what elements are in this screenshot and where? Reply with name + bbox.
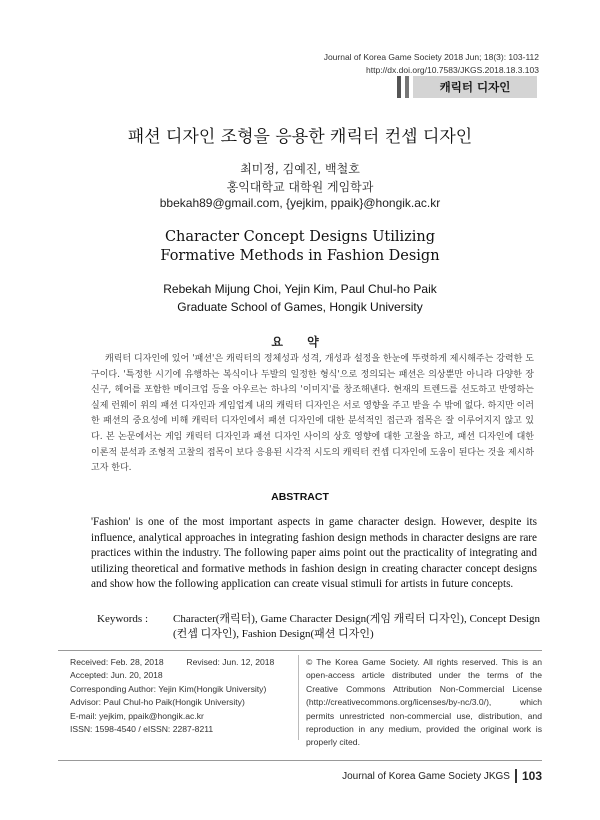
title-english-line-2: Formative Methods in Fashion Design — [160, 248, 440, 264]
tag-accent-bar — [405, 76, 409, 98]
author-emails: bbekah89@gmail.com, {yejkim, ppaik}@hongik.ac.kr — [159, 196, 441, 210]
received-revised-row — [70, 656, 295, 669]
revised-date: Revised: Jun. 12, 2018 — [186, 657, 275, 667]
footer-separator — [515, 769, 517, 783]
page-number: 103 — [521, 769, 542, 783]
article-metadata — [70, 656, 295, 736]
page-footer — [342, 769, 542, 783]
affiliation-korean: 홍익대학교 대학원 게임학과 — [226, 180, 374, 194]
section-tag-label: 캐릭터 디자인 — [413, 76, 537, 98]
journal-citation: Journal of Korea Game Society 2018 Jun; 18(3): 103-112 — [323, 52, 539, 62]
footer-journal-name: Journal of Korea Game Society JKGS — [342, 770, 510, 782]
keywords-label: Keywords : — [97, 613, 149, 625]
footer-divider — [58, 760, 542, 761]
abstract-text: 'Fashion' is one of the most important aspects in game character design. However, despite its influence, analytical approaches in integrating fashion design methods in character designs are rare practices within the industry. The following paper aims point out the practicality of integrating and utilizing theoretical and formative methods in fashion design in creating character concept designs and show how the following application can create visual stimuli for artists in future concepts. — [91, 516, 537, 591]
received-date: Received: Feb. 28, 2018 — [70, 657, 164, 667]
title-english-line-1: Character Concept Designs Utilizing — [164, 229, 436, 245]
keywords-text: Character(캐릭터), Game Character Design(게임 캐릭터 디자인), Concept Design (컨셉 디자인), Fashion Design(패션 디자인) — [173, 613, 541, 640]
doi-link[interactable]: http://dx.doi.org/10.7583/JKGS.2018.18.3.103 — [366, 65, 539, 75]
license-notice: © The Korea Game Society. All rights reserved. This is an open-access article distributed under the terms of the Creative Commons Attribution Non-Commercial License (http://creativecommons.org/licenses/by-nc/3.0/), which permits unrestricted non-commercial use, distribution, and reproduction in any medium, provided the original work is properly cited. — [306, 657, 542, 748]
contact-email: E-mail: yejkim, ppaik@hongik.ac.kr — [70, 710, 204, 721]
title-korean: 패션 디자인 조형을 응용한 캐릭터 컨셉 디자인 — [127, 127, 473, 147]
tag-accent-bar — [397, 76, 401, 98]
yoyak-heading: 요 약 — [271, 335, 329, 349]
corresponding-author: Corresponding Author: Yejin Kim(Hongik University) — [70, 683, 267, 694]
authors-english: Rebekah Mijung Choi, Yejin Kim, Paul Chul-ho Paik — [163, 282, 437, 296]
affiliation-english: Graduate School of Games, Hongik University — [177, 300, 423, 314]
advisor: Advisor: Paul Chul-ho Paik(Hongik University) — [70, 697, 245, 708]
yoyak-text: 캐릭터 디자인에 있어 '패션'은 캐릭터의 정체성과 성격, 개성과 설정을 한눈에 뚜렷하게 제시해주는 강력한 도구이다. '특정한 시기에 유행하는 복식이나 두발의 일정한 형식'으로 정의되는 패션은 의상뿐만 아니라 다양한 장신구, 헤어를 포함한 메이크업 등을 아우르는 하나의 '이미지'를 창조해낸다. 현재의 트렌드를 선도하고 반영하는 실제 런웨이 위의 패션 디자인과 게임업계 내의 캐릭터 디자인은 서로 영향을 주고 받을 수 밖에 없다. 하지만 이러한 패션의 중요성에 비해 캐릭터 디자인에서 패션 디자인에 대한 분석적인 접근과 접목은 잘 이루어지지 않고 있다. 본 논문에서는 게임 캐릭터 디자인과 패션 디자인 사이의 상호 영향에 대한 고찰을 하고, 패션 디자인에 대한 이론적 분석과 조형적 고찰의 접목이 보다 응용된 시각적 시도의 캐릭터 컨셉 디자인에 도움이 된다는 것을 제시하고자 한다. — [91, 354, 534, 474]
abstract-heading: ABSTRACT — [271, 491, 329, 503]
issn: ISSN: 1598-4540 / eISSN: 2287-8211 — [70, 724, 214, 735]
accepted-date: Accepted: Jun. 20, 2018 — [70, 670, 163, 681]
vertical-divider — [298, 655, 299, 740]
section-tag — [397, 76, 537, 98]
divider — [58, 650, 542, 651]
authors-korean: 최미정, 김예진, 백철호 — [240, 162, 360, 176]
